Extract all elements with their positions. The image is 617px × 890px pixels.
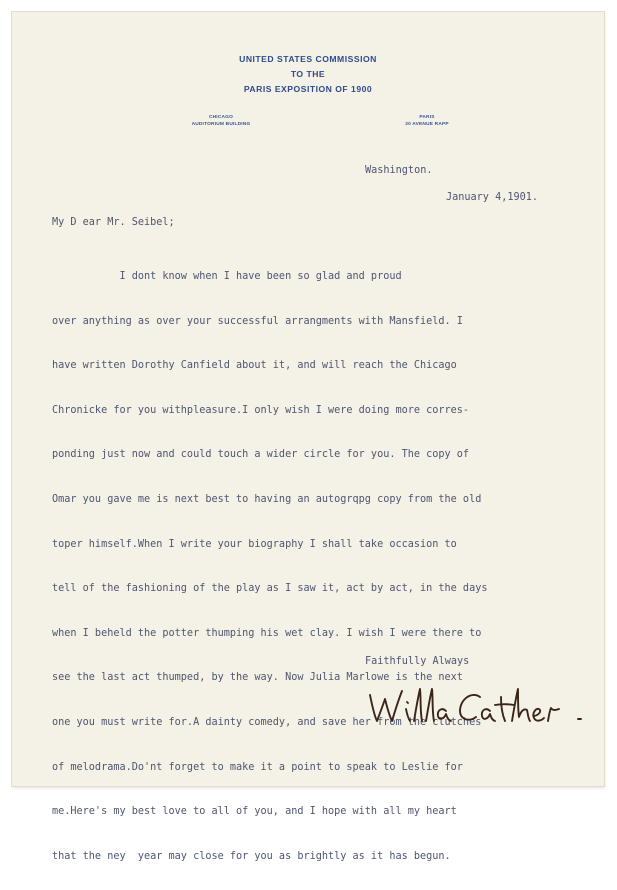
body-line: ponding just now and could touch a wider circle for you. The copy of (52, 449, 470, 461)
letterhead-chicago-address (190, 114, 252, 128)
letter-salutation: My D ear Mr. Seibel; (52, 217, 175, 228)
letter-date: January 4,1901. (446, 192, 539, 203)
letter-place: Washington. (365, 165, 433, 176)
letter-closing: Faithfully Always (365, 656, 470, 667)
letterhead-paris-city: PARIS (419, 115, 435, 120)
letterhead-paris-street: 20 AVENUE RAPP (405, 122, 449, 127)
body-line: see the last act thumped, by the way. Now Julia Marlowe is the next (52, 672, 463, 684)
body-line: Omar you gave me is next best to having an autogrqpg copy from the old (52, 493, 482, 505)
letter-page (12, 12, 604, 862)
letterhead-line-3: PARIS EXPOSITION OF 1900 (243, 84, 373, 94)
letter-body (52, 244, 592, 890)
body-line: toper himself.When I write your biography I shall take occasion to (52, 538, 457, 550)
letterhead-line-2: TO THE (290, 69, 326, 79)
body-line: have written Dorothy Canfield about it, and will reach the Chicago (52, 360, 457, 372)
letterhead (12, 52, 604, 97)
body-line: me.Here's my best love to all of you, and I hope with all my heart (52, 806, 457, 818)
letterhead-line-1: UNITED STATES COMMISSION (239, 54, 377, 64)
body-line: I dont know when I have been so glad and proud (52, 271, 402, 282)
body-line: that the ney year may close for you as brightly as it has begun. (52, 850, 451, 862)
body-line: one you must write for.A dainty comedy, and save her from the clutches (52, 716, 482, 728)
letterhead-paris-address (392, 114, 462, 128)
body-line: Chronicke for you withpleasure.I only wish I were doing more corres- (52, 404, 470, 416)
body-line: of melodrama.Do'nt forget to make it a point to speak to Leslie for (52, 761, 463, 773)
body-line: over anything as over your successful arrangments with Mansfield. I (52, 315, 463, 327)
handwritten-signature (352, 677, 592, 737)
body-line: tell of the fashioning of the play as I saw it, act by act, in the days (52, 583, 488, 595)
body-line: when I beheld the potter thumping his wet clay. I wish I were there to (52, 627, 482, 639)
letterhead-chicago-building: AUDITORIUM BUILDING (191, 122, 251, 127)
letterhead-chicago-city: CHICAGO (208, 115, 234, 120)
